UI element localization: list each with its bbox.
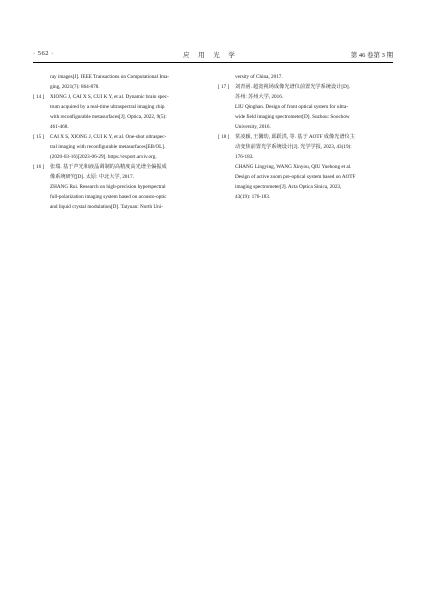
- right-column: [218, 72, 396, 202]
- reference-line: and liquid crystal modulation[D]. Taiyuan: North Uni-: [50, 204, 163, 210]
- page-number: · 562 ·: [33, 50, 54, 57]
- reference-line: ZHANG Rui. Research on high-precision hyperspectral: [50, 184, 166, 190]
- left-column: [33, 72, 211, 212]
- reference-line: 461-468.: [50, 124, 69, 130]
- page-header: [0, 0, 427, 70]
- reference-15: [33, 132, 211, 162]
- volume-issue: 第 46 卷第 3 期: [350, 52, 393, 59]
- reference-16: [33, 162, 211, 212]
- reference-number: [ 15 ]: [33, 134, 45, 140]
- header-rule: [33, 62, 393, 63]
- reference-line: trum acquired by a real-time ultraspectral imaging chip: [50, 104, 165, 110]
- reference-line: ray images[J]. IEEE Transactions on Computational Ima-: [50, 74, 170, 80]
- reference-line: Design of active zoom pre-optical system based on AOTF: [235, 174, 356, 180]
- reference-line: imaging spectrometer[J]. Acta Optica Sinica, 2023,: [235, 184, 342, 190]
- reference-line: CHANG Lingying, WANG Xinyou, QIU Yuehong et al.: [235, 164, 352, 170]
- reference-line: ging, 2021(7): 864-878.: [50, 84, 100, 90]
- reference-line: wide field imaging spectrometer[D]. Suzhou: Soochow: [235, 114, 350, 120]
- reference-number: [ 14 ]: [33, 94, 45, 100]
- reference-line: versity of China, 2017.: [235, 74, 283, 80]
- reference-line: LIU Qinghan. Design of front optical system for ultra-: [235, 104, 349, 110]
- reference-line: 动变焦前置光学系统设计[J]. 光学学报, 2023, 43(19):: [235, 144, 352, 150]
- reference-line: CAI X S, XIONG J, CUI K Y, et al. One-shot ultraspec-: [50, 134, 167, 140]
- reference-line: 张瑞. 基于声光和液晶调制的高精度高光谱全偏振成: [50, 164, 167, 170]
- reference-continuation: [218, 72, 396, 82]
- reference-number: [ 18 ]: [218, 134, 230, 140]
- reference-18: [218, 132, 396, 202]
- reference-line: 176-183.: [235, 154, 254, 160]
- reference-number: [ 16 ]: [33, 164, 45, 170]
- reference-continuation: [33, 72, 211, 92]
- reference-line: 43(19): 176-183.: [235, 194, 271, 200]
- reference-17: [218, 82, 396, 132]
- reference-line: 像系统研究[D]. 太原: 中北大学, 2017.: [50, 174, 134, 180]
- reference-number: [ 17 ]: [218, 84, 230, 90]
- reference-line: XIONG J, CAI X S, CUI K Y, et al. Dynamic brain spec-: [50, 94, 169, 100]
- journal-title: 应 用 光 学: [183, 52, 239, 59]
- reference-line: 常凌颖, 王馨幼, 邱跃洪, 等. 基于 AOTF 成像光谱仪主: [235, 134, 355, 140]
- reference-line: full-polarization imaging system based on acousto-optic: [50, 194, 167, 200]
- reference-line: tral imaging with reconfigurable metasurfaces[EB/OL].: [50, 144, 166, 150]
- reference-line: (2020-03-16)[2023-06-29]. https://export.arxiv.org.: [50, 154, 157, 160]
- reference-line: 刘青函. 超宽视场成像光谱仪前置光学系统设计[D].: [235, 84, 350, 90]
- reference-line: University, 2016.: [235, 124, 271, 130]
- reference-line: with reconfigurable metasurfaces[J]. Optica, 2022, 9(5):: [50, 114, 167, 120]
- reference-14: [33, 92, 211, 132]
- reference-line: 苏州: 苏州大学, 2016.: [235, 94, 284, 100]
